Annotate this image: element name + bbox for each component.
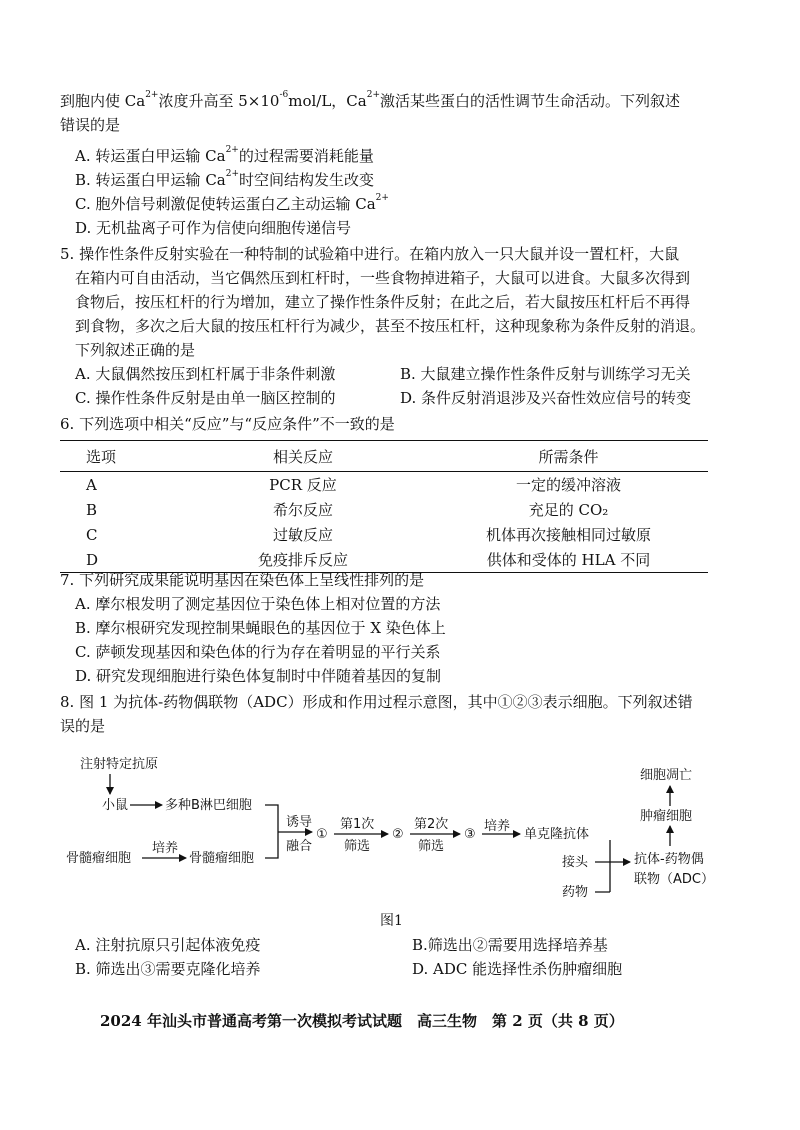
label-select1b: 筛选	[344, 839, 371, 854]
table-cell: C	[86, 525, 98, 544]
table-cell: 希尔反应	[272, 501, 333, 519]
q5-stem-line3: 食物后，按压杠杆的行为增加，建立了操作性条件反射；在此之后，若大鼠按压杠杆后不再得	[75, 293, 691, 311]
q8-option-b: B.筛选出②需要用选择培养基	[412, 936, 608, 954]
table-row	[60, 497, 708, 522]
q7-option-d: D. 研究发现细胞进行染色体复制时中伴随着基因的复制	[75, 667, 442, 685]
q5-option-b: B. 大鼠建立操作性条件反射与训练学习无关	[400, 365, 691, 383]
q5-stem-line1: 5. 操作性条件反射实验在一种特制的试验箱中进行。在箱内放入一只大鼠并设一置杠杆，大鼠	[60, 245, 680, 263]
label-select2a: 第2次	[414, 817, 449, 832]
label-myeloma2: 骨髓瘤细胞	[189, 851, 255, 866]
table-cell: 机体再次接触相同过敏原	[485, 526, 651, 544]
adc-flow-diagram	[60, 750, 720, 910]
label-inject: 注射特定抗原	[80, 757, 159, 772]
q7-option-c: C. 萨顿发现基因和染色体的行为存在着明显的平行关系	[75, 643, 441, 661]
label-b-cells: 多种B淋巴细胞	[165, 798, 252, 813]
cell-2-label: ②	[392, 827, 404, 842]
q5-option-a: A. 大鼠偶然按压到杠杆属于非条件刺激	[75, 365, 336, 383]
q6-table	[60, 440, 708, 573]
q5-option-d: D. 条件反射消退涉及兴奋性效应信号的转变	[400, 389, 692, 407]
label-select1a: 第1次	[340, 817, 375, 832]
table-header-row	[60, 441, 708, 472]
bracket-adc	[595, 840, 610, 892]
table-cell: 供体和受体的 HLA 不同	[429, 547, 708, 573]
label-tumor: 肿瘤细胞	[640, 809, 693, 824]
q7-option-a: A. 摩尔根发明了测定基因位于染色体上相对位置的方法	[75, 595, 441, 613]
q5-stem-line2: 在箱内可自由活动，当它偶然压到杠杆时，一些食物掉进箱子，大鼠可以进食。大鼠多次得到	[75, 269, 691, 287]
label-adc-2: 联物（ADC）	[634, 872, 714, 887]
figure-caption: 图1	[380, 913, 403, 929]
bracket-fusion	[265, 805, 278, 858]
label-select2b: 筛选	[418, 839, 445, 854]
label-culture1: 培养	[152, 841, 179, 856]
cell-3-label: ③	[464, 827, 476, 842]
q8-option-c: B. 筛选出③需要克隆化培养	[75, 960, 261, 978]
label-induce: 诱导	[286, 815, 313, 830]
q8-option-a: A. 注射抗原只引起体液免疫	[75, 936, 261, 954]
q4-stem-line2: 错误的是	[60, 116, 121, 134]
table-header: 所需条件	[429, 441, 708, 472]
q7-option-b: B. 摩尔根研究发现控制果蝇眼色的基因位于 X 染色体上	[75, 619, 446, 637]
q4-option-d: D. 无机盐离子可作为信使向细胞传递信号	[75, 219, 352, 237]
table-cell: 免疫排斥反应	[177, 547, 429, 573]
table-row	[60, 472, 708, 498]
table-header: 选项	[60, 441, 177, 472]
label-culture2: 培养	[484, 819, 511, 834]
q5-stem-line5: 下列叙述正确的是	[75, 341, 196, 359]
label-apoptosis: 细胞凋亡	[640, 768, 693, 783]
q7-stem: 7. 下列研究成果能说明基因在染色体上呈线性排列的是	[60, 571, 425, 589]
q5-stem-line4: 到食物，多次之后大鼠的按压杠杆行为减少，甚至不按压杠杆，这种现象称为条件反射的消退。	[75, 317, 706, 335]
table-cell: 充足的 CO₂	[528, 501, 609, 519]
q4-option-a: A. 转运蛋白甲运输 $Ca^{2+}$的过程需要消耗能量	[75, 145, 374, 165]
q4-stem-line1: 到胞内使 $Ca^{2+}$浓度升高至 $5\times 10^{-6}mol/L$，$Ca^{2+}$激活某些蛋白的活性调节生命活动。下列叙述	[60, 90, 681, 110]
label-mouse: 小鼠	[102, 798, 129, 813]
table-cell: PCR 反应	[269, 476, 337, 494]
q6-stem: 6. 下列选项中相关“反应”与“反应条件”不一致的是	[60, 415, 395, 433]
label-drug: 药物	[562, 885, 589, 900]
label-fusion: 融合	[286, 839, 313, 854]
cell-1-label: ①	[316, 827, 328, 842]
table-row	[60, 522, 708, 547]
table-header: 相关反应	[177, 441, 429, 472]
label-mab: 单克隆抗体	[524, 827, 590, 842]
q8-stem-line2: 误的是	[60, 717, 106, 735]
table-cell: B	[86, 500, 98, 519]
table-cell: 一定的缓冲溶液	[515, 476, 621, 494]
q8-option-d: D. ADC 能选择性杀伤肿瘤细胞	[412, 960, 623, 978]
label-adc-1: 抗体-药物偶	[634, 852, 704, 867]
table-cell: D	[60, 547, 177, 573]
label-myeloma: 骨髓瘤细胞	[66, 851, 132, 866]
q8-stem-line1: 8. 图 1 为抗体-药物偶联物（ADC）形成和作用过程示意图，其中①②③表示细胞。下列叙述错	[60, 693, 693, 711]
q4-option-c: C. 胞外信号刺激促使转运蛋白乙主动运输 $Ca^{2+}$	[75, 193, 389, 213]
table-cell: 过敏反应	[272, 526, 333, 544]
page-footer: 2024 年汕头市普通高考第一次模拟考试试题 高三生物 第 2 页（共 8 页）	[100, 1012, 624, 1030]
table-cell: A	[86, 475, 97, 494]
q5-option-c: C. 操作性条件反射是由单一脑区控制的	[75, 389, 336, 407]
q4-option-b: B. 转运蛋白甲运输 $Ca^{2+}$时空间结构发生改变	[75, 169, 375, 189]
label-linker: 接头	[562, 855, 589, 870]
